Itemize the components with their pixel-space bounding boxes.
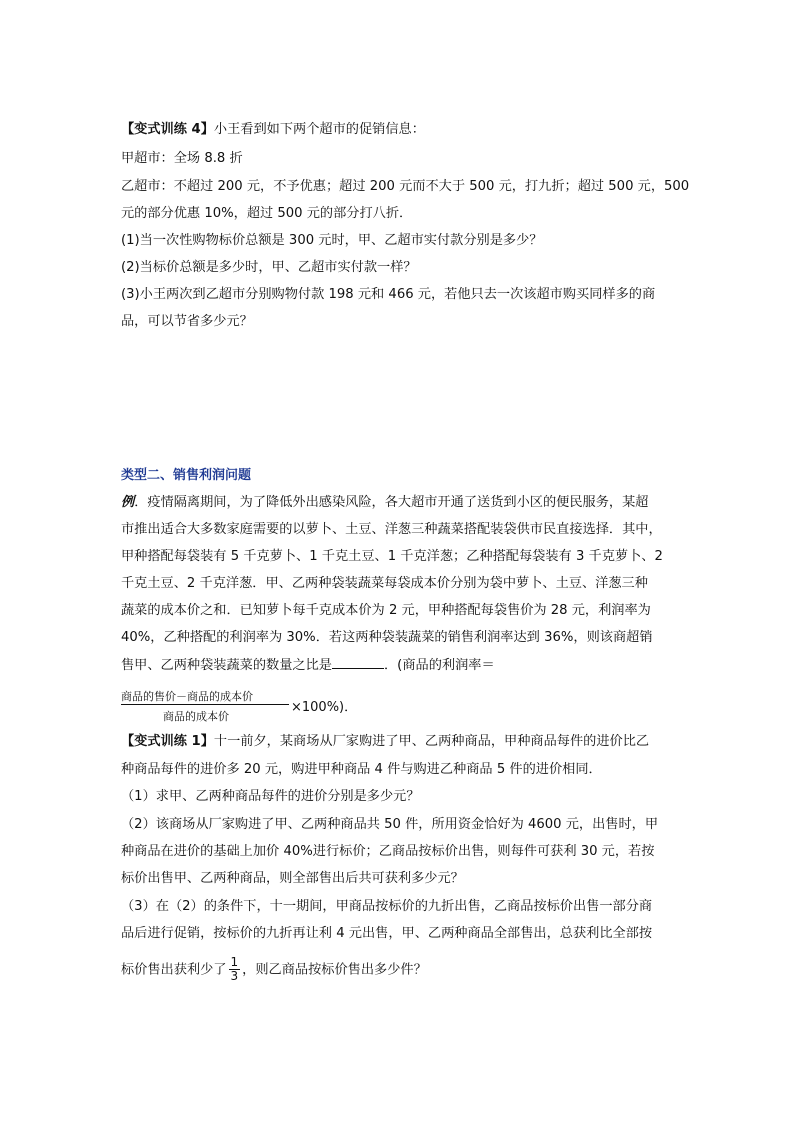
s3-question-3c [121,956,427,985]
s3-question-2c: 标价出售甲、乙两种商品，则全部售出后共可获利多少元？ [121,871,464,886]
example-line-4: 千克土豆、2 千克洋葱．甲、乙两种袋装蔬菜每袋成本价分别为袋中萝卜、土豆、洋葱三种 [121,576,648,591]
fraction-bar [121,704,289,705]
example-line-3: 甲种搭配每袋装有 5 千克萝卜、1 千克土豆、1 千克洋葱；乙种搭配每袋装有 3 千克萝卜、2 [121,549,663,564]
s3-question-3c-post: ，则乙商品按标价售出多少件？ [242,962,427,978]
example-text-7b: ．(商品的利润率＝ [384,658,495,673]
s1-question-1: (1)当一次性购物标价总额是 300 元时，甲、乙超市实付款分别是多少？ [121,233,543,248]
example-line-1 [121,494,649,512]
s3-question-2a: （2）该商场从厂家购进了甲、乙两种商品共 50 件，所用资金恰好为 4600 元，出售时，甲 [121,817,659,832]
s3-title-bracket: 【变式训练 1】 [121,734,214,749]
formula-tail: ×100%)． [291,700,358,715]
answer-blank [332,656,384,669]
s1-question-2: (2)当标价总额是多少时，甲、乙超市实付款一样？ [121,260,417,275]
s3-question-1: （1）求甲、乙两种商品每件的进价分别是多少元？ [121,789,420,804]
s3-question-3b: 品后进行促销，按标价的九折再让利 4 元出售，甲、乙两种商品全部售出，总获利比全部按 [121,926,653,941]
one-third-fraction [229,956,241,983]
s3-question-3a: （3）在（2）的条件下，十一期间，甲商品按标价的九折出售，乙商品按标价出售一部分商 [121,899,653,914]
example-line-5: 蔬菜的成本价之和．已知萝卜每千克成本价为 2 元，甲种搭配每袋售价为 28 元，利润率为 [121,603,651,618]
s1-question-3a: (3)小王两次到乙超市分别购物付款 198 元和 466 元，若他只去一次该超市购买同样多的商 [121,287,656,302]
s3-title [121,733,649,751]
profit-rate-formula [121,688,451,724]
formula-denominator: 商品的成本价 [163,710,229,723]
fraction-denominator: 3 [230,969,239,983]
example-line-6: 40%，乙种搭配的利润率为 30%．若这两种袋装蔬菜的销售利润率达到 36%，则该商超销 [121,630,653,645]
s3-question-3c-pre: 标价售出获利少了 [121,962,227,978]
s3-title-text: 十一前夕，某商场从厂家购进了甲、乙两种商品，甲种商品每件的进价比乙 [213,734,650,749]
s1-line-2: 甲超市：全场 8.8 折 [121,151,243,166]
section-heading: 类型二、销售利润问题 [121,468,252,483]
example-line-2: 市推出适合大多数家庭需要的以萝卜、土豆、洋葱三种蔬菜搭配装袋供市民直接选择．其中， [121,522,662,537]
s1-line-3: 乙超市：不超过 200 元，不予优惠；超过 200 元而不大于 500 元，打九折；超过 500 元，500 [121,179,690,194]
formula-numerator: 商品的售价－商品的成本价 [121,690,253,703]
s3-line-2: 种商品每件的进价多 20 元，购进甲种商品 4 件与购进乙种商品 5 件的进价相同． [121,762,602,777]
s3-question-2b: 种商品在进价的基础上加价 40%进行标价；乙商品按标价出售，则每件可获利 30 元，若按 [121,844,655,859]
s1-question-3b: 品，可以节省多少元？ [121,314,253,329]
example-line-7 [121,656,495,675]
s1-title-bracket: 【变式训练 4】 [121,122,214,137]
s1-line-4: 元的部分优惠 10%，超过 500 元的部分打八折． [121,206,413,221]
s1-title-text: 小王看到如下两个超市的促销信息： [213,122,425,137]
s1-title [121,121,425,139]
fraction-numerator: 1 [230,955,239,969]
example-text-7a: 售甲、乙两种袋装蔬菜的数量之比是 [121,658,332,673]
example-text-1: ．疫情隔离期间，为了降低外出感染风险，各大超市开通了送货到小区的便民服务，某超 [134,495,649,510]
example-label: 例 [121,495,135,510]
